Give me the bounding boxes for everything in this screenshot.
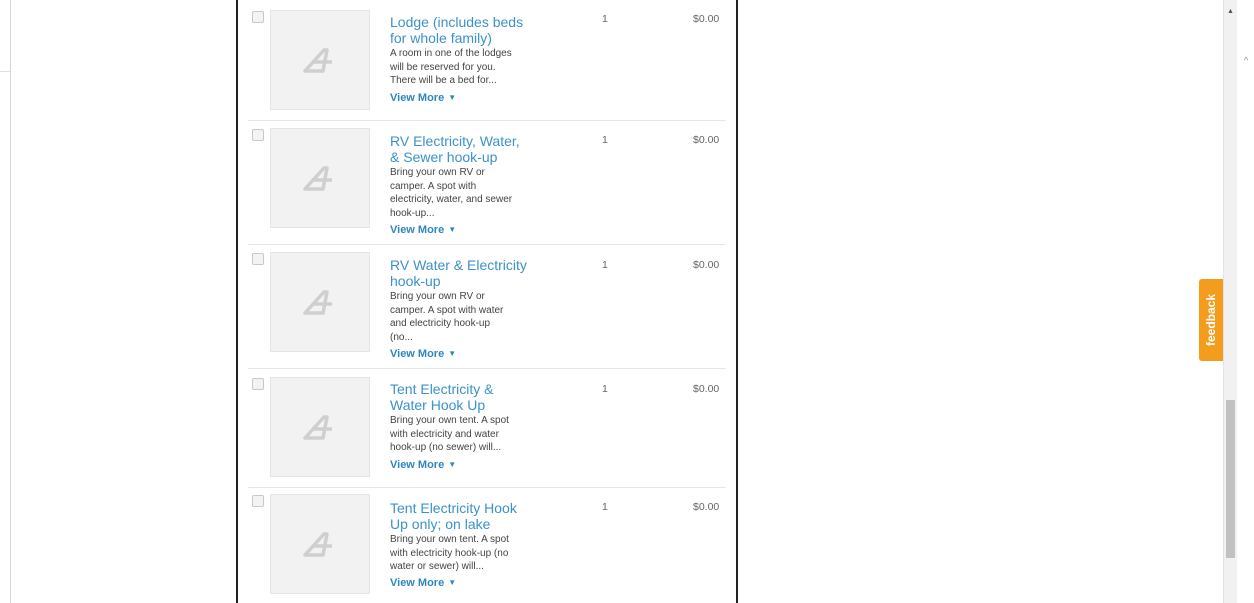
list-item [238, 121, 736, 245]
chevron-up-icon[interactable]: ^ [1243, 56, 1249, 67]
item-title[interactable]: Tent Electricity Hook Up only; on lake [390, 500, 517, 532]
panel-right-border [736, 0, 738, 603]
item-checkbox[interactable] [252, 11, 264, 23]
item-price: $0.00 [693, 134, 720, 146]
caret-down-icon: ▼ [448, 460, 457, 469]
placeholder-logo-icon [302, 165, 338, 191]
caret-down-icon: ▼ [448, 578, 457, 587]
item-checkbox[interactable] [252, 378, 264, 390]
list-item [238, 0, 736, 121]
scroll-up-arrow-icon[interactable]: ▲ [1227, 8, 1234, 15]
list-item [238, 369, 736, 488]
item-thumbnail [270, 377, 370, 477]
item-description: Bring your own RV or camper. A spot with electricity, water, and sewer hook-up... [390, 167, 513, 219]
vertical-scrollbar[interactable] [1223, 0, 1237, 603]
item-quantity: 1 [602, 134, 608, 146]
item-checkbox[interactable] [252, 129, 264, 141]
item-price: $0.00 [693, 13, 720, 25]
page-left-border [10, 0, 11, 603]
view-more-link[interactable]: View More ▼ [390, 348, 457, 360]
item-price: $0.00 [693, 501, 720, 513]
list-item [238, 245, 736, 369]
view-more-link[interactable]: View More ▼ [390, 224, 457, 236]
view-more-link[interactable]: View More ▼ [390, 92, 457, 104]
item-thumbnail [270, 10, 370, 110]
item-checkbox[interactable] [252, 495, 264, 507]
item-quantity: 1 [602, 13, 608, 25]
item-checkbox[interactable] [252, 253, 264, 265]
view-more-link[interactable]: View More ▼ [390, 577, 457, 589]
feedback-label: feedback [1204, 293, 1219, 347]
item-title[interactable]: RV Water & Electricity hook-up [390, 257, 527, 289]
item-title[interactable]: RV Electricity, Water, & Sewer hook-up [390, 133, 520, 165]
lodging-options-list [238, 0, 736, 603]
item-price: $0.00 [693, 383, 720, 395]
item-quantity: 1 [602, 259, 608, 271]
caret-down-icon: ▼ [448, 349, 457, 358]
placeholder-logo-icon [302, 414, 338, 440]
view-more-link[interactable]: View More ▼ [390, 459, 457, 471]
header-divider [0, 71, 10, 72]
placeholder-logo-icon [302, 47, 338, 73]
item-thumbnail [270, 494, 370, 594]
placeholder-logo-icon [302, 289, 338, 315]
item-description: Bring your own RV or camper. A spot with water and electricity hook-up (no... [390, 291, 504, 343]
item-quantity: 1 [602, 501, 608, 513]
item-title[interactable]: Lodge (includes beds for whole family) [390, 14, 524, 46]
item-quantity: 1 [602, 383, 608, 395]
item-description: A room in one of the lodges will be reserved for you. There will be a bed for... [390, 48, 512, 86]
item-thumbnail [270, 252, 370, 352]
item-title[interactable]: Tent Electricity & Water Hook Up [390, 381, 494, 413]
item-description: Bring your own tent. A spot with electricity hook-up (no water or sewer) will... [390, 534, 509, 572]
item-price: $0.00 [693, 259, 720, 271]
list-item [238, 488, 736, 603]
placeholder-logo-icon [302, 531, 338, 557]
feedback-button[interactable] [1199, 279, 1224, 361]
caret-down-icon: ▼ [448, 225, 457, 234]
item-thumbnail [270, 128, 370, 228]
caret-down-icon: ▼ [448, 93, 457, 102]
item-description: Bring your own tent. A spot with electricity and water hook-up (no sewer) will... [390, 415, 509, 453]
scrollbar-thumb[interactable] [1226, 400, 1235, 558]
